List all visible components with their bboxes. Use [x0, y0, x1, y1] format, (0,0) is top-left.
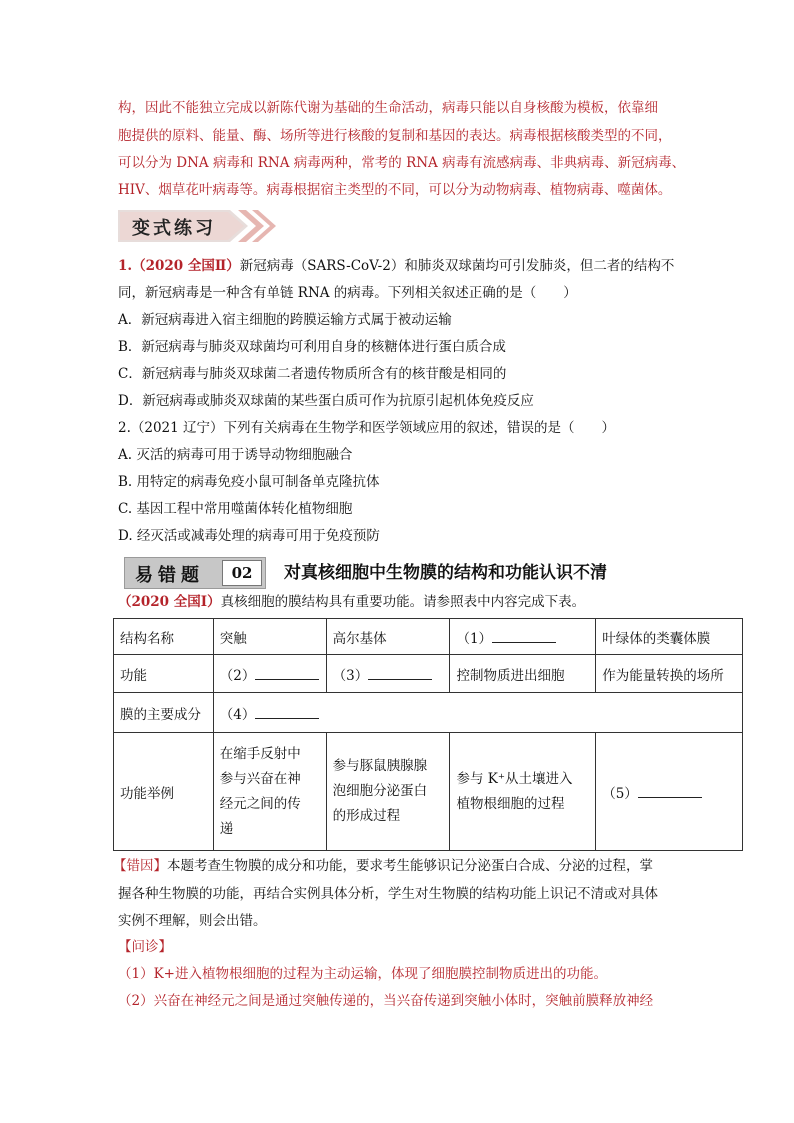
banner-label: 变式练习	[132, 218, 216, 239]
table-row	[114, 733, 743, 851]
answer-blank[interactable]	[638, 785, 702, 798]
intro-line-4: HIV、烟草花叶病毒等。病毒根据宿主类型的不同，可以分为动物病毒、植物病毒、噬菌体。	[118, 182, 672, 198]
q1-option-c: C．新冠病毒与肺炎双球菌二者遗传物质所含有的核苷酸是相同的	[118, 366, 507, 382]
intro-line-3: 可以分为 DNA 病毒和 RNA 病毒两种，常考的 RNA 病毒有流感病毒、非典病毒、新冠病毒、	[118, 155, 686, 171]
diagnosis-2: （2）兴奋在神经元之间是通过突触传递的，当兴奋传递到突触小体时，突触前膜释放神经	[118, 993, 654, 1009]
cell-line: 植物根细胞的过程	[456, 795, 565, 812]
q1-source: 1.（2020 全国Ⅱ）	[118, 258, 240, 274]
q2-option-d: D. 经灭活或减毒处理的病毒可用于免疫预防	[118, 528, 380, 544]
error-section-badge	[124, 557, 266, 589]
diagnosis-1: （1）K+进入植物根细胞的过程为主动运输，体现了细胞膜控制物质进出的功能。	[118, 966, 607, 982]
table-cell: 功能举例	[114, 733, 214, 851]
q3-stem: 真核细胞的膜结构具有重要功能。请参照表中内容完成下表。	[220, 594, 586, 610]
table-cell: 膜的主要成分	[114, 693, 214, 733]
answer-blank[interactable]	[255, 667, 319, 680]
table-cell: 作为能量转换的场所	[596, 655, 743, 693]
cell-line: 泡细胞分泌蛋白	[332, 783, 428, 799]
cell-line: 递	[219, 820, 234, 837]
q2-stem: 2.（2021 辽宁）下列有关病毒在生物学和医学领域应用的叙述，错误的是（ ）	[118, 420, 616, 436]
error-section-header	[124, 555, 644, 589]
cell-line: 的形成过程	[332, 808, 401, 824]
q2-option-a: A. 灭活的病毒可用于诱导动物细胞融合	[118, 447, 353, 463]
table-cell-example-2	[326, 733, 450, 851]
table-cell-example-1	[213, 733, 326, 851]
q3-source: （2020 全国Ⅰ）	[118, 594, 221, 610]
q1-option-a: A．新冠病毒进入宿主细胞的跨膜运输方式属于被动运输	[118, 312, 452, 328]
table-cell: 高尔基体	[326, 619, 450, 655]
cause-line-1	[113, 856, 653, 876]
cell-line: 参与豚鼠胰腺腺	[332, 758, 428, 774]
table-cell-blank-3	[326, 655, 450, 693]
cell-line: 参与兴奋在神	[219, 770, 301, 787]
q1-option-d: D．新冠病毒或肺炎双球菌的某些蛋白质可作为抗原引起机体免疫反应	[118, 393, 534, 409]
practice-banner	[118, 206, 278, 246]
q1-line-1	[118, 256, 674, 276]
table-cell-blank-5	[596, 733, 743, 851]
blank-label: （4）	[219, 706, 256, 723]
cause-text-2: 握各种生物膜的功能，再结合实例具体分析，学生对生物膜的结构功能上识记不清或对具体	[118, 886, 658, 902]
table-cell-blank-4	[213, 693, 742, 733]
membrane-table	[113, 618, 743, 851]
table-row	[114, 619, 743, 655]
intro-line-1: 构，因此不能独立完成以新陈代谢为基础的生命活动，病毒只能以自身核酸为模板，依靠细	[118, 100, 658, 116]
cell-line: 在缩手反射中	[219, 745, 301, 762]
error-section-title: 对真核细胞中生物膜的结构和功能认识不清	[284, 563, 607, 583]
blank-label: （2）	[219, 667, 256, 684]
answer-blank[interactable]	[492, 630, 556, 643]
error-section-number: 02	[222, 560, 262, 586]
blank-label: （5）	[602, 785, 638, 802]
q1-stem-1: 新冠病毒（SARS-CoV-2）和肺炎双球菌均可引发肺炎，但二者的结构不	[239, 258, 675, 274]
q2-option-c: C. 基因工程中常用噬菌体转化植物细胞	[118, 501, 353, 517]
intro-line-2: 胞提供的原料、能量、酶、场所等进行核酸的复制和基因的表达。病毒根据核酸类型的不同，	[118, 128, 672, 144]
q1-option-b: B．新冠病毒与肺炎双球菌均可利用自身的核糖体进行蛋白质合成	[118, 339, 506, 355]
table-row	[114, 655, 743, 693]
blank-label: （3）	[332, 667, 369, 684]
cause-text-3: 实例不理解，则会出错。	[118, 913, 267, 929]
cell-line: 参与 K⁺从土壤进入	[456, 770, 573, 787]
table-cell: 控制物质进出细胞	[450, 655, 596, 693]
cause-tag: 【错因】	[113, 858, 167, 874]
blank-label: （1）	[456, 630, 493, 647]
cell-line: 经元之间的传	[219, 795, 301, 812]
table-cell-blank-2	[213, 655, 326, 693]
q2-option-b: B. 用特定的病毒免疫小鼠可制备单克隆抗体	[118, 474, 380, 490]
table-cell: 叶绿体的类囊体膜	[596, 619, 743, 655]
answer-blank[interactable]	[255, 706, 319, 719]
table-cell: 突触	[213, 619, 326, 655]
diagnosis-tag: 【问诊】	[118, 939, 172, 955]
table-cell: 结构名称	[114, 619, 214, 655]
q1-stem-2: 同，新冠病毒是一种含有单链 RNA 的病毒。下列相关叙述正确的是（ ）	[118, 285, 577, 301]
error-section-label: 易错题	[135, 565, 204, 586]
table-cell-example-3	[450, 733, 596, 851]
answer-blank[interactable]	[368, 667, 432, 680]
q3-line	[118, 592, 585, 612]
table-row	[114, 693, 743, 733]
table-cell-blank-1	[450, 619, 596, 655]
cause-text-1: 本题考查生物膜的成分和功能，要求考生能够识记分泌蛋白合成、分泌的过程，掌	[167, 858, 653, 874]
table-cell: 功能	[114, 655, 214, 693]
